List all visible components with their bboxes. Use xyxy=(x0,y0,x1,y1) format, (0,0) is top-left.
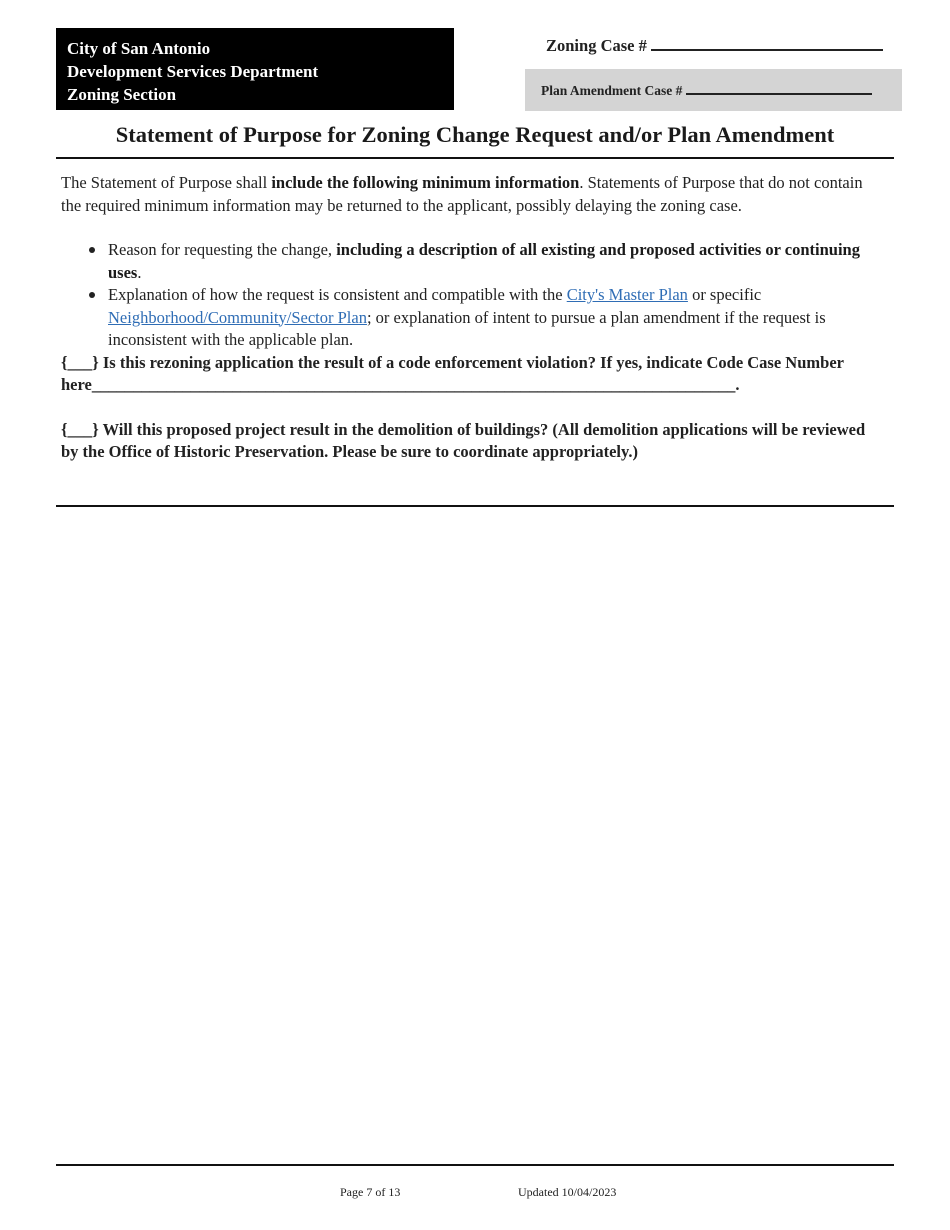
bullet-2-mid: or specific xyxy=(687,285,762,304)
plan-amendment-case-blank[interactable] xyxy=(686,81,872,95)
department-line-department: Development Services Department xyxy=(67,62,319,81)
bullet-1-text: Reason for requesting the change, xyxy=(108,240,337,259)
zoning-case-blank[interactable] xyxy=(651,34,883,51)
list-item xyxy=(61,239,876,284)
bullet-1-bold: including a description of all existing and proposed activities or continuing uses xyxy=(108,240,860,282)
requirements-list xyxy=(61,239,876,352)
demolition-question[interactable]: {___} Will this proposed project result in the demolition of buildings? (All demolition applications will be reviewed by the Office of Historic Preservation. Please be sure to coordinate appropriately.) xyxy=(61,419,866,461)
page-title: Statement of Purpose for Zoning Change Request and/or Plan Amendment xyxy=(115,122,835,147)
master-plan-link[interactable]: City's Master Plan xyxy=(566,285,688,304)
department-line-city: City of San Antonio xyxy=(67,39,211,58)
intro-text-end: . Statements of Purpose that do not contain the required minimum information may be returned to the applicant, possibly delaying the zoning case. xyxy=(61,173,863,215)
bullet-2-text: Explanation of how the request is consistent and compatible with the xyxy=(108,285,567,304)
sector-plan-link[interactable]: Neighborhood/Community/Sector Plan xyxy=(108,307,367,327)
list-item xyxy=(61,284,876,352)
zoning-case-field xyxy=(546,34,883,56)
bullet-1-end: . xyxy=(137,262,142,282)
department-header-box xyxy=(56,28,454,110)
section-divider xyxy=(56,505,894,507)
zoning-case-label: Zoning Case # xyxy=(546,36,647,55)
statement-content xyxy=(61,172,876,464)
title-divider xyxy=(56,157,894,159)
department-line-section: Zoning Section xyxy=(67,85,177,104)
intro-paragraph xyxy=(61,172,876,217)
bullet-2-end: ; or explanation of intent to pursue a plan amendment if the request is inconsistent with the applicable plan. xyxy=(108,307,826,349)
intro-text: The Statement of Purpose shall xyxy=(61,173,272,192)
page-number: Page 7 of 13 xyxy=(340,1185,401,1199)
code-enforcement-question[interactable]: {___} Is this rezoning application the result of a code enforcement violation? If yes, indicate Code Case Number here______________________________________________________________________________. xyxy=(61,352,844,394)
intro-bold-text: include the following minimum information xyxy=(271,173,580,192)
updated-date: Updated 10/04/2023 xyxy=(518,1185,617,1199)
plan-amendment-case-field xyxy=(525,69,902,111)
plan-amendment-case-label: Plan Amendment Case # xyxy=(541,83,683,98)
footer-divider xyxy=(56,1164,894,1166)
